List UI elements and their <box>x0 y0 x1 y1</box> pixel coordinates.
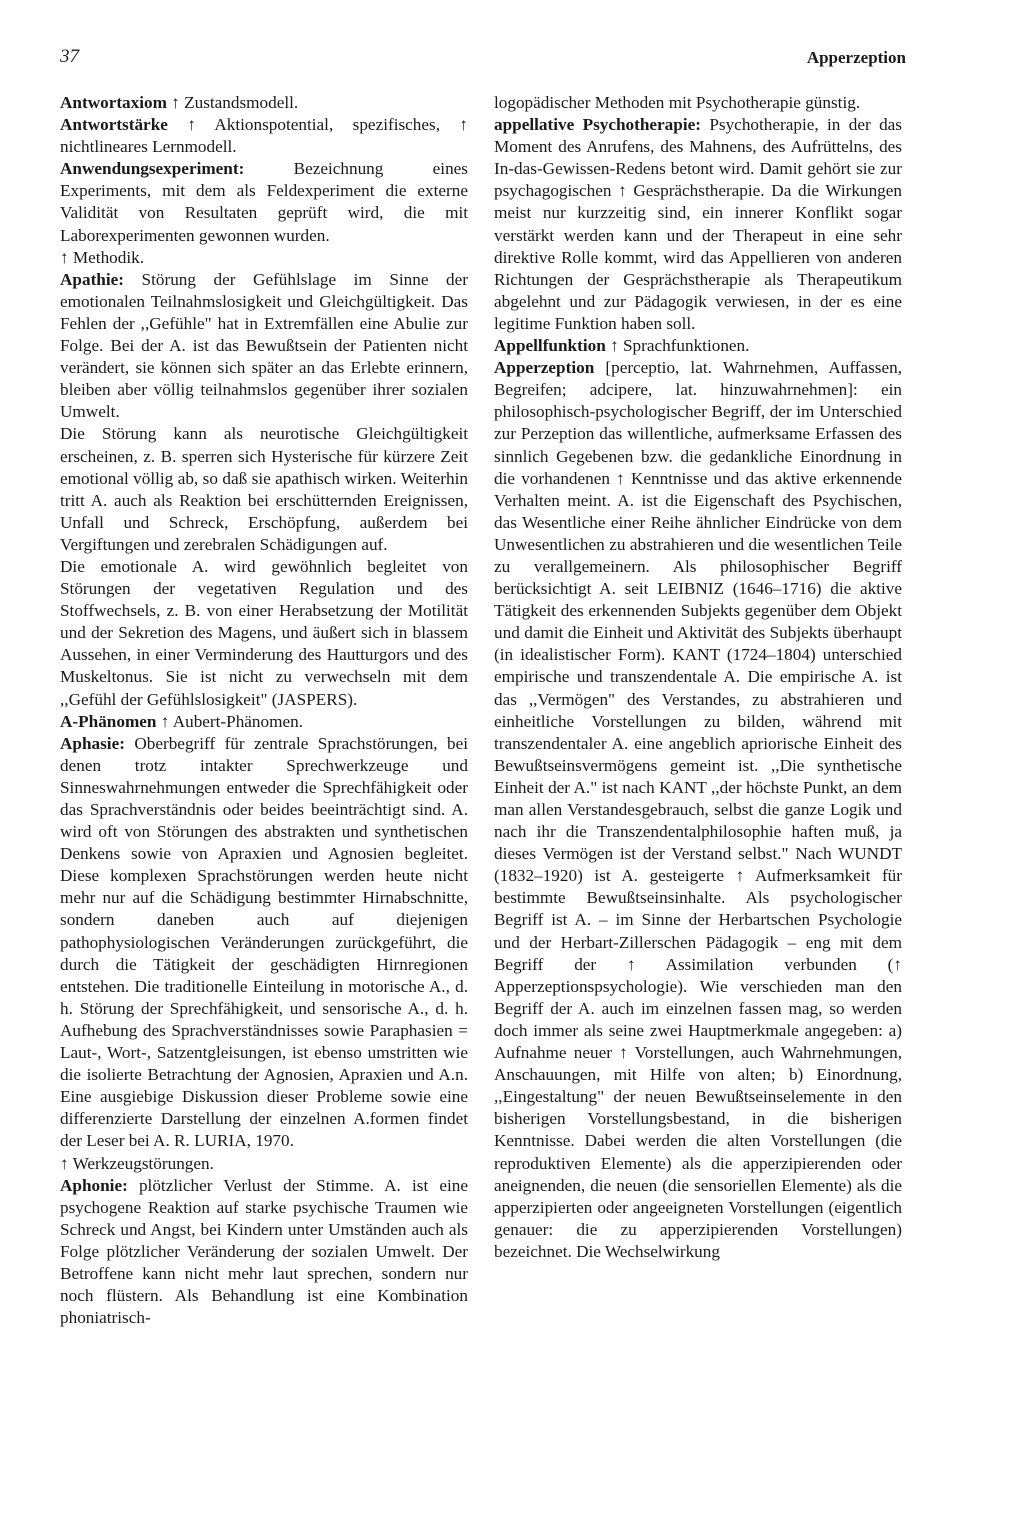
dictionary-entry <box>60 158 468 246</box>
entry-text: ↑ Zustandsmodell. <box>171 93 299 112</box>
dictionary-entry <box>60 1175 468 1330</box>
entry-text: [perceptio, lat. Wahrnehmen, Auffassen, Begreifen; adcipere, lat. hinzuwahrnehmen]: ein philosophisch-psychologischer Begriff, der im Unterschied zur Perzeption das willentliche, aufmerksame Erfassen des sinnlich Gegebenen bzw. die gedankliche Einordnung in die vorhandenen ↑ Kenntnisse und das aktive erkennende Verhalten meint. A. ist die Eigenschaft des Psychischen, das Wesentliche einer Reihe ähnlicher Eindrücke von dem Unwesentlichen zu abstrahieren und die wesentlichen Teile zu verallgemeinern. Als philosophischer Begriff berücksichtigt A. seit LEIBNIZ (1646–1716) die aktive Tätigkeit des erkennenden Subjekts gegenüber dem Objekt und damit die Einheit und Aktivität des Subjekts überhaupt (in idealistischer Form). KANT (1724–1804) unterschied empirische und transzendentale A. Die empirische A. ist das ,,Vermögen" des Verstandes, zu abstrahieren und einheitliche Vorstellungen zu bilden, während mit transzendentaler A. eine angeblich apriorische Einheit des Bewußtseinsvermögens gemeint ist. ,,Die synthetische Einheit der A." ist nach KANT ,,der höchste Punkt, an dem man allen Verstandesgebrauch, selbst die ganze Logik und nach ihr die Transzendentalphilosophie haften muß, ja dieses Vermögen ist der Verstand selbst." Nach WUNDT (1832–1920) ist A. gesteigerte ↑ Aufmerksamkeit für bestimmte Bewußtseinsinhalte. Als psychologischer Begriff ist A. – im Sinne der Herbartschen Psychologie und der Herbart-Zillerschen Pädagogik – eng mit dem Begriff der ↑ Assimilation verbunden (↑ Apperzeptionspsychologie). Wie verschieden man den Begriff der A. auch im einzelnen fassen mag, so werden doch immer als seine zwei Hauptmerkmale angegeben: a) Aufnahme neuer ↑ Vorstellungen, auch Wahrnehmungen, Anschauungen, mit Hilfe von alten; b) Einordnung, ,,Eingestaltung" der neuen Bewußtseinselemente in den bisherigen Vorstellungsbestand, in die bisherigen Kenntnisse. Dabei werden die alten Vorstellungen (die reproduktiven Elemente) als die apperzipierenden oder aneignenden, die neuen (die sensoriellen Elemente) als die apperzipierten oder angeeigneten Vorstellungen (eigentlich genauer: die zu apperzipierenden Vorstellungen) bezeichnet. Die Wechselwirkung <box>494 358 903 1261</box>
entry-headword: Appellfunktion <box>494 336 606 356</box>
dictionary-entry <box>60 733 468 1153</box>
entry-headword: Antwortstärke <box>60 115 168 135</box>
entry-text: Bezeichnung eines Experiments, mit dem als Feldexperiment die externe Validität von Resultaten geprüft wird, die mit Laborexperimenten gewonnen wurden. <box>60 159 468 245</box>
entry-text: ↑ Sprachfunktionen. <box>610 336 750 356</box>
entry-text: Psychotherapie, in der das Moment des Anrufens, des Mahnens, des Aufrüttelns, des In-das-Gewissen-Redens betont wird. Damit gehört sie zur psychagogischen ↑ Gesprächstherapie. Da die Wirkungen meist nur kurzzeitig sind, ein innerer Konflikt sogar verstärkt werden kann und der Therapeut in eine sehr direktive Rolle kommt, wird das Appellieren von anderen Richtungen der Gesprächstherapie als Therapeutikum abgelehnt und zur Pädagogik verwiesen, in der es eine legitime Funktion haben soll. <box>494 115 902 333</box>
cross-reference: ↑ Methodik. <box>60 247 145 267</box>
left-column <box>60 92 468 1329</box>
entry-text: ↑ Aktionspotential, spezifisches, ↑ nichtlineares Lernmodell. <box>60 115 469 157</box>
cross-reference: ↑ Werkzeugstörungen. <box>60 1153 214 1173</box>
entry-headword: Apperzeption <box>494 358 595 378</box>
entry-text: plötzlicher Verlust der Stimme. A. ist eine psychogene Reaktion auf starke psychische Traumen wie Schreck und Angst, bei Kindern unter Umständen auch als Folge plötzlicher Veränderung der sozialen Umwelt. Der Betroffene kann nicht mehr laut sprechen, sondern nur noch flüstern. Als Behandlung ist eine Kombination phoniatrisch- <box>60 1175 468 1328</box>
entry-text: Störung der Gefühlslage im Sinne der emotionalen Teilnahmslosigkeit und Gleichgültigkeit. Das Fehlen der ,,Gefühle" hat in Extremfällen eine Abulie zur Folge. Bei der A. ist das Bewußtsein der Patienten nicht verändert, sie können sich später an das Erlebte erinnern, bleiben aber völlig teilnahmslos gegenüber ihrer sozialen Umwelt. <box>60 269 468 422</box>
dictionary-entry <box>494 357 902 1263</box>
page-number: 37 <box>60 46 79 67</box>
dictionary-entry <box>494 335 902 357</box>
entry-paragraph: Die emotionale A. wird gewöhnlich begleitet von Störungen der vegetativen Regulation und des Stoffwechsels, z. B. von einer Herabsetzung der Motilität und der Sekretion des Magens, und äußert sich in blassem Aussehen, in einer Verminderung des Hautturgors und des Muskeltonus. Sie ist nicht zu verwechseln mit dem ,,Gefühl der Gefühlslosigkeit" (JASPERS). <box>60 556 468 709</box>
entry-paragraph: Die Störung kann als neurotische Gleichgültigkeit erscheinen, z. B. sperren sich Hysterische für kürzere Zeit emotional völlig ab, so daß sie apathisch wirken. Weiterhin tritt A. auch als Reaktion bei erschütternden Ereignissen, Unfall und Schreck, Erschöpfung, außerdem bei Vergiftungen und zerebralen Schädigungen auf. <box>60 424 468 554</box>
dictionary-entry <box>60 269 468 424</box>
dictionary-entry <box>60 114 468 158</box>
entry-headword: Aphasie: <box>60 733 125 753</box>
running-head: Apperzeption <box>806 48 906 67</box>
entry-paragraph: logopädischer Methoden mit Psychotherapie günstig. <box>494 93 861 112</box>
entry-headword: Aphonie: <box>60 1175 128 1195</box>
right-column <box>494 92 902 1263</box>
entry-headword: Anwendungsexperiment: <box>60 159 245 179</box>
entry-headword: appellative Psychotherapie: <box>494 115 701 135</box>
dictionary-entry <box>494 114 902 335</box>
dictionary-entry <box>60 711 468 733</box>
entry-headword: A-Phänomen <box>60 711 157 731</box>
entry-headword: Apathie: <box>60 269 124 289</box>
entry-text: ↑ Aubert-Phänomen. <box>160 711 303 731</box>
dictionary-entry <box>60 92 468 114</box>
entry-headword: Antwortaxiom <box>60 93 167 112</box>
entry-text: Oberbegriff für zentrale Sprachstörungen, bei denen trotz intakter Sprechwerkzeuge und Sinneswahrnehmungen entweder die Sprechfähigkeit oder das Sprachverständnis oder beides beeinträchtigt sind. A. wird oft von Störungen des abstrakten und synthetischen Denkens sowie von Apraxien und Agnosien begleitet. Diese komplexen Sprachstörungen werden heute nicht mehr nur auf die Schädigung bestimmter Hirnabschnitte, sondern daneben auch auf diejenigen pathophysiologischen Veränderungen zurückgeführt, die durch die Tätigkeit der geschädigten Hirnregionen entstehen. Die traditionelle Einteilung in motorische A., d. h. Störung der Sprechfähigkeit, und sensorische A., d. h. Aufhebung des Sprachverständnisses sowie Paraphasien = Laut-, Wort-, Satzentgleisungen, ist ebenso umstritten wie die isolierte Betrachtung der Agnosien, Apraxien und A.n. Eine ausgiebige Diskussion dieser Probleme sowie eine differenzierte Darstellung der einzelnen A.formen findet der Leser bei A. R. LURIA, 1970. <box>60 733 468 1151</box>
